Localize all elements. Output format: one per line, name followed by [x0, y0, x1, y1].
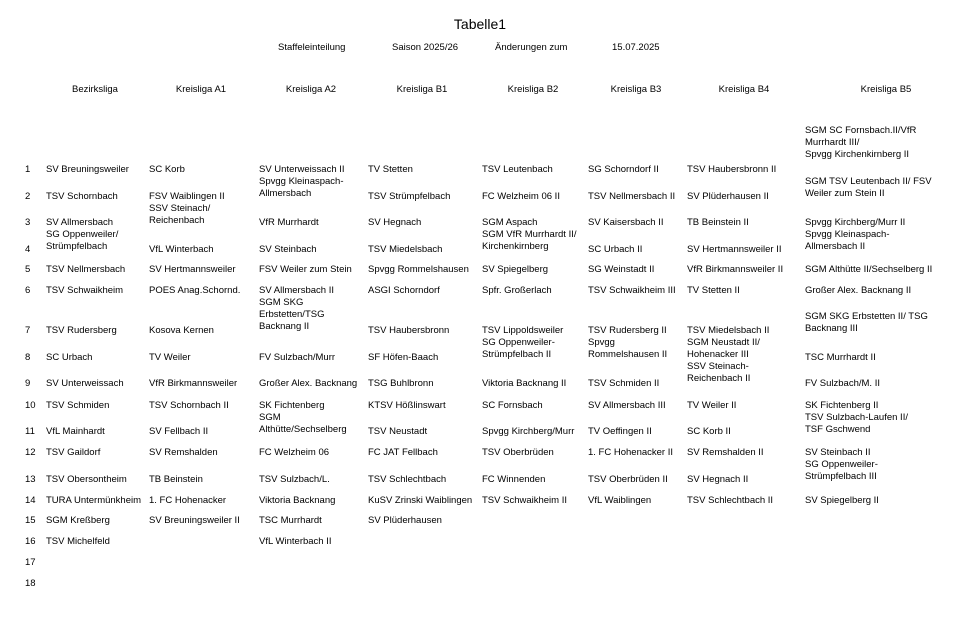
team-cell-b3 [588, 378, 696, 390]
team-cell-a2 [259, 447, 367, 459]
team-cell-a2 [259, 285, 367, 333]
team-name-line: Rommelshausen II [588, 349, 668, 360]
team-name-line: TSV Obersontheim [46, 474, 127, 485]
team-cell-b1 [368, 400, 476, 412]
team-cell-b4 [687, 264, 795, 276]
team-name-line: SV Kaisersbach II [588, 217, 664, 228]
team-cell-bezirksliga [46, 264, 154, 276]
team-cell-a1 [149, 474, 257, 486]
team-name-line: KTSV Hößlinswart [368, 400, 446, 411]
team-name-line: SK Fichtenberg [259, 400, 325, 411]
team-cell-b4 [687, 191, 795, 203]
team-cell-a2 [259, 217, 367, 229]
team-name-line: SV Remshalden II [687, 447, 764, 458]
team-cell-b3 [588, 474, 696, 486]
team-cell-bezirksliga [46, 164, 154, 176]
team-name-line: FC JAT Fellbach [368, 447, 438, 458]
team-name-line: Erbstetten/TSG [259, 309, 325, 320]
team-cell-b4 [687, 285, 795, 297]
team-name-line: 1. FC Hohenacker [149, 495, 227, 506]
team-name-line: SV Allmersbach III [588, 400, 666, 411]
team-cell-a1 [149, 352, 257, 364]
team-cell-bezirksliga [46, 285, 154, 297]
team-name-line: TV Weiler [149, 352, 191, 363]
team-name-line: FC Welzheim 06 II [482, 191, 560, 202]
team-name-line: TSV Haubersbronn [368, 325, 450, 336]
team-cell-b2 [482, 400, 590, 412]
team-name-line: TSV Oberbrüden [482, 447, 554, 458]
team-name-line: TSV Miedelsbach II [687, 325, 770, 336]
team-name-line: TSV Sulzbach-Laufen II/ [805, 412, 908, 423]
team-cell-a2 [259, 495, 367, 507]
column-header: Kreisliga B2 [507, 84, 559, 95]
team-name-line: Spvgg Kleinaspach- [805, 229, 890, 240]
team-cell-b2 [482, 447, 590, 459]
team-cell-b5 [805, 217, 945, 253]
team-cell-b1 [368, 447, 476, 459]
team-name-line: Kosova Kernen [149, 325, 214, 336]
team-name-line: SV Steinbach II [805, 447, 871, 458]
team-name-line: Spvgg Kirchenkirnberg II [805, 149, 910, 160]
team-name-line: FV Sulzbach/M. II [805, 378, 880, 389]
column-header: Kreisliga A2 [285, 84, 337, 95]
team-cell-a1 [149, 378, 257, 390]
team-name-line: SGM Althütte II/Sechselberg II [805, 264, 933, 275]
team-name-line: KuSV Zrinski Waiblingen [368, 495, 473, 506]
team-cell-b4 [687, 325, 795, 385]
team-cell-bezirksliga [46, 495, 154, 507]
team-cell-b1 [368, 244, 476, 256]
column-header: Kreisliga B3 [610, 84, 662, 95]
team-cell-a2 [259, 244, 367, 256]
team-name-line: VfR Murrhardt [259, 217, 319, 228]
team-name-line: SV Hertmannsweiler [149, 264, 236, 275]
team-cell-b5 [805, 378, 945, 390]
team-name-line: SSV Steinach/ [149, 203, 211, 214]
date-label: 15.07.2025 [612, 42, 660, 53]
team-name-line: Viktoria Backnang [259, 495, 336, 506]
team-cell-b4 [687, 426, 795, 438]
team-name-line: Murrhardt III/ [805, 137, 860, 148]
team-cell-b3 [588, 164, 696, 176]
team-cell-b2 [482, 164, 590, 176]
team-cell-b2 [482, 264, 590, 276]
team-name-line: VfL Winterbach [149, 244, 214, 255]
team-cell-a1 [149, 164, 257, 176]
team-name-line: SK Fichtenberg II [805, 400, 879, 411]
team-cell-b5 [805, 400, 945, 436]
team-name-line: Strümpfelbach III [805, 471, 877, 482]
team-cell-b2 [482, 285, 590, 297]
team-name-line: Strümpfelbach II [482, 349, 552, 360]
team-name-line: TSV Rudersberg [46, 325, 117, 336]
team-cell-b3 [588, 325, 696, 361]
team-name-line: TV Weiler II [687, 400, 737, 411]
team-name-line: Spvgg [588, 337, 615, 348]
team-name-line: SC Urbach II [588, 244, 643, 255]
team-name-line: SG Schorndorf II [588, 164, 659, 175]
team-name-line: SGM VfR Murrhardt II/ [482, 229, 577, 240]
team-name-line: Großer Alex. Backnang [259, 378, 358, 389]
team-cell-bezirksliga [46, 400, 154, 412]
team-name-line: Viktoria Backnang II [482, 378, 567, 389]
team-cell-a1 [149, 191, 257, 227]
team-cell-b1 [368, 164, 476, 176]
team-name-line: SV Allmersbach II [259, 285, 334, 296]
team-name-line: Allmersbach II [805, 241, 866, 252]
team-name-line: TSV Nellmersbach II [588, 191, 676, 202]
team-name-line: SV Fellbach II [149, 426, 209, 437]
team-name-line: TSV Schwaikheim II [482, 495, 567, 506]
team-name-line: ASGI Schorndorf [368, 285, 440, 296]
team-cell-b5 [805, 176, 945, 200]
team-cell-a1 [149, 495, 257, 507]
team-name-line: TSV Michelfeld [46, 536, 110, 547]
team-name-line: FC Welzheim 06 [259, 447, 330, 458]
team-cell-b3 [588, 217, 696, 229]
team-cell-bezirksliga [46, 352, 154, 364]
column-header: Kreisliga A1 [175, 84, 227, 95]
team-cell-bezirksliga [46, 378, 154, 390]
row-number: 3 [25, 217, 31, 228]
team-cell-b4 [687, 244, 795, 256]
row-number: 10 [25, 400, 36, 411]
team-name-line: SC Korb [149, 164, 185, 175]
team-name-line: SGM Aspach [482, 217, 538, 228]
team-cell-b1 [368, 495, 476, 507]
team-cell-b3 [588, 447, 696, 459]
row-number: 16 [25, 536, 36, 547]
team-cell-b1 [368, 515, 476, 527]
team-cell-a2 [259, 378, 367, 390]
team-name-line: Reichenbach [149, 215, 205, 226]
team-name-line: TV Stetten II [687, 285, 740, 296]
team-name-line: TSV Miedelsbach [368, 244, 443, 255]
team-name-line: SV Spiegelberg [482, 264, 549, 275]
team-name-line: SGM Neustadt II/ [687, 337, 760, 348]
team-name-line: Spvgg Kleinaspach- [259, 176, 344, 187]
team-name-line: SV Plüderhausen II [687, 191, 769, 202]
team-name-line: Althütte/Sechselberg [259, 424, 347, 435]
team-cell-b4 [687, 495, 795, 507]
row-number: 2 [25, 191, 31, 202]
team-cell-b5 [805, 285, 945, 297]
team-name-line: TSV Schlechtbach [368, 474, 447, 485]
team-cell-b1 [368, 285, 476, 297]
team-name-line: Backnang III [805, 323, 858, 334]
team-name-line: SC Korb II [687, 426, 731, 437]
team-cell-bezirksliga [46, 536, 154, 548]
team-name-line: TV Stetten [368, 164, 413, 175]
row-number: 12 [25, 447, 36, 458]
team-name-line: SC Fornsbach [482, 400, 543, 411]
row-number: 7 [25, 325, 31, 336]
team-cell-b3 [588, 244, 696, 256]
row-number: 18 [25, 578, 36, 589]
team-name-line: SC Urbach [46, 352, 93, 363]
team-name-line: TSC Murrhardt II [805, 352, 876, 363]
team-name-line: SSV Steinach- [687, 361, 749, 372]
team-cell-b5 [805, 125, 945, 161]
team-name-line: Spfr. Großerlach [482, 285, 552, 296]
row-number: 15 [25, 515, 36, 526]
team-cell-a1 [149, 244, 257, 256]
team-name-line: TSG Buhlbronn [368, 378, 434, 389]
team-name-line: Spvgg Kirchberg/Murr II [805, 217, 906, 228]
team-cell-bezirksliga [46, 217, 154, 253]
team-name-line: TSV Nellmersbach [46, 264, 126, 275]
team-cell-b4 [687, 217, 795, 229]
team-name-line: 1. FC Hohenacker II [588, 447, 674, 458]
team-name-line: Strümpfelbach [46, 241, 108, 252]
team-name-line: SV Hegnach [368, 217, 422, 228]
row-number: 14 [25, 495, 36, 506]
team-cell-b3 [588, 426, 696, 438]
team-cell-b1 [368, 474, 476, 486]
team-cell-b1 [368, 378, 476, 390]
row-number: 5 [25, 264, 31, 275]
team-cell-b5 [805, 264, 945, 276]
team-cell-a2 [259, 264, 367, 276]
sheet-title: Tabelle1 [453, 16, 507, 32]
row-number: 17 [25, 557, 36, 568]
team-name-line: TSC Murrhardt [259, 515, 322, 526]
team-name-line: SF Höfen-Baach [368, 352, 439, 363]
row-number: 9 [25, 378, 31, 389]
staffel-label: Staffeleinteilung [278, 42, 346, 53]
team-name-line: TSV Sulzbach/L. [259, 474, 330, 485]
team-cell-a2 [259, 164, 367, 200]
team-cell-b1 [368, 426, 476, 438]
team-name-line: TSV Neustadt [368, 426, 428, 437]
column-header: Kreisliga B1 [396, 84, 448, 95]
team-name-line: TSV Schmiden [46, 400, 110, 411]
team-name-line: SGM TSV Leutenbach II/ FSV [805, 176, 932, 187]
team-name-line: SG Oppenweiler- [482, 337, 555, 348]
team-name-line: FC Winnenden [482, 474, 546, 485]
team-name-line: SG Oppenweiler- [805, 459, 878, 470]
team-cell-a1 [149, 285, 257, 297]
aenderungen-label: Änderungen zum [495, 42, 568, 53]
team-name-line: SGM [259, 412, 281, 423]
team-cell-a2 [259, 400, 367, 436]
team-cell-b4 [687, 447, 795, 459]
team-cell-a1 [149, 515, 257, 527]
team-name-line: TSV Rudersberg II [588, 325, 667, 336]
team-name-line: SGM SKG [259, 297, 304, 308]
team-cell-b2 [482, 426, 590, 438]
team-cell-b1 [368, 217, 476, 229]
team-cell-b5 [805, 447, 945, 483]
team-name-line: FSV Waiblingen II [149, 191, 225, 202]
team-name-line: SG Oppenweiler/ [46, 229, 119, 240]
team-name-line: Spvgg Rommelshausen [368, 264, 469, 275]
team-name-line: VfL Waiblingen [588, 495, 652, 506]
team-cell-b5 [805, 495, 945, 507]
team-name-line: TSV Lippoldsweiler [482, 325, 564, 336]
team-name-line: TB Beinstein II [687, 217, 749, 228]
team-cell-b4 [687, 400, 795, 412]
team-name-line: SV Unterweissach [46, 378, 124, 389]
team-name-line: SGM SKG Erbstetten II/ TSG [805, 311, 928, 322]
team-name-line: Weiler zum Stein II [805, 188, 885, 199]
team-name-line: VfL Winterbach II [259, 536, 332, 547]
team-cell-b3 [588, 400, 696, 412]
team-name-line: SV Spiegelberg II [805, 495, 879, 506]
team-name-line: TSV Strümpfelbach [368, 191, 451, 202]
column-header: Kreisliga B4 [718, 84, 770, 95]
team-name-line: TURA Untermünkheim [46, 495, 142, 506]
column-header: Kreisliga B5 [860, 84, 912, 95]
team-cell-b2 [482, 217, 590, 253]
team-cell-b3 [588, 285, 696, 297]
team-name-line: TSV Oberbrüden II [588, 474, 668, 485]
row-number: 6 [25, 285, 31, 296]
team-name-line: POES Anag.Schornd. [149, 285, 241, 296]
team-cell-a2 [259, 536, 367, 548]
team-name-line: SGM Kreßberg [46, 515, 110, 526]
team-name-line: TSF Gschwend [805, 424, 871, 435]
team-cell-a1 [149, 264, 257, 276]
team-name-line: Allmersbach [259, 188, 312, 199]
team-name-line: SV Hertmannsweiler II [687, 244, 782, 255]
team-name-line: TSV Schlechtbach II [687, 495, 774, 506]
team-cell-a1 [149, 426, 257, 438]
team-cell-b2 [482, 495, 590, 507]
row-number: 11 [25, 426, 35, 437]
team-name-line: SV Allmersbach [46, 217, 114, 228]
row-number: 4 [25, 244, 31, 255]
team-cell-b3 [588, 191, 696, 203]
team-cell-a1 [149, 325, 257, 337]
team-name-line: SV Unterweissach II [259, 164, 345, 175]
team-name-line: SV Breuningsweiler II [149, 515, 240, 526]
team-cell-b2 [482, 191, 590, 203]
row-number: 8 [25, 352, 31, 363]
team-name-line: TSV Gaildorf [46, 447, 101, 458]
team-cell-b3 [588, 495, 696, 507]
team-name-line: Großer Alex. Backnang II [805, 285, 912, 296]
team-name-line: FSV Weiler zum Stein [259, 264, 352, 275]
team-cell-b2 [482, 325, 590, 361]
team-name-line: SV Steinbach [259, 244, 317, 255]
team-name-line: TSV Schwaikheim III [588, 285, 676, 296]
team-name-line: TSV Leutenbach [482, 164, 553, 175]
row-number: 1 [25, 164, 31, 175]
team-name-line: VfL Mainhardt [46, 426, 105, 437]
team-cell-b1 [368, 191, 476, 203]
team-cell-b5 [805, 311, 945, 335]
team-cell-bezirksliga [46, 191, 154, 203]
team-name-line: TV Oeffingen II [588, 426, 652, 437]
team-name-line: FV Sulzbach/Murr [259, 352, 336, 363]
saison-label: Saison 2025/26 [392, 42, 459, 53]
team-name-line: Kirchenkirnberg [482, 241, 549, 252]
team-name-line: Spvgg Kirchberg/Murr [482, 426, 575, 437]
team-name-line: SV Breuningsweiler [46, 164, 129, 175]
column-header: Bezirksliga [72, 84, 118, 95]
team-cell-bezirksliga [46, 325, 154, 337]
team-name-line: Hohenacker III [687, 349, 749, 360]
team-name-line: VfR Birkmannsweiler [149, 378, 238, 389]
team-name-line: SGM SC Fornsbach.II/VfR [805, 125, 917, 136]
team-cell-b2 [482, 474, 590, 486]
team-cell-a2 [259, 515, 367, 527]
row-number: 13 [25, 474, 36, 485]
team-name-line: Backnang II [259, 321, 310, 332]
team-name-line: TB Beinstein [149, 474, 203, 485]
team-cell-b1 [368, 352, 476, 364]
team-cell-b4 [687, 164, 795, 176]
team-name-line: VfR Birkmannsweiler II [687, 264, 784, 275]
team-cell-b4 [687, 474, 795, 486]
team-name-line: SV Hegnach II [687, 474, 749, 485]
team-name-line: TSV Schwaikheim [46, 285, 124, 296]
team-name-line: TSV Schmiden II [588, 378, 660, 389]
team-cell-bezirksliga [46, 515, 154, 527]
team-cell-b1 [368, 264, 476, 276]
team-cell-bezirksliga [46, 474, 154, 486]
team-cell-a1 [149, 400, 257, 412]
team-name-line: TSV Haubersbronn II [687, 164, 777, 175]
team-name-line: SV Remshalden [149, 447, 218, 458]
team-cell-b3 [588, 264, 696, 276]
team-name-line: Reichenbach II [687, 373, 751, 384]
team-cell-bezirksliga [46, 447, 154, 459]
team-name-line: SV Plüderhausen [368, 515, 442, 526]
team-cell-a2 [259, 352, 367, 364]
team-cell-a2 [259, 474, 367, 486]
team-cell-b5 [805, 352, 945, 364]
team-name-line: TSV Schornbach II [149, 400, 229, 411]
team-cell-a1 [149, 447, 257, 459]
team-cell-b1 [368, 325, 476, 337]
team-name-line: TSV Schornbach [46, 191, 118, 202]
team-name-line: SG Weinstadt II [588, 264, 655, 275]
team-cell-bezirksliga [46, 426, 154, 438]
team-cell-b2 [482, 378, 590, 390]
